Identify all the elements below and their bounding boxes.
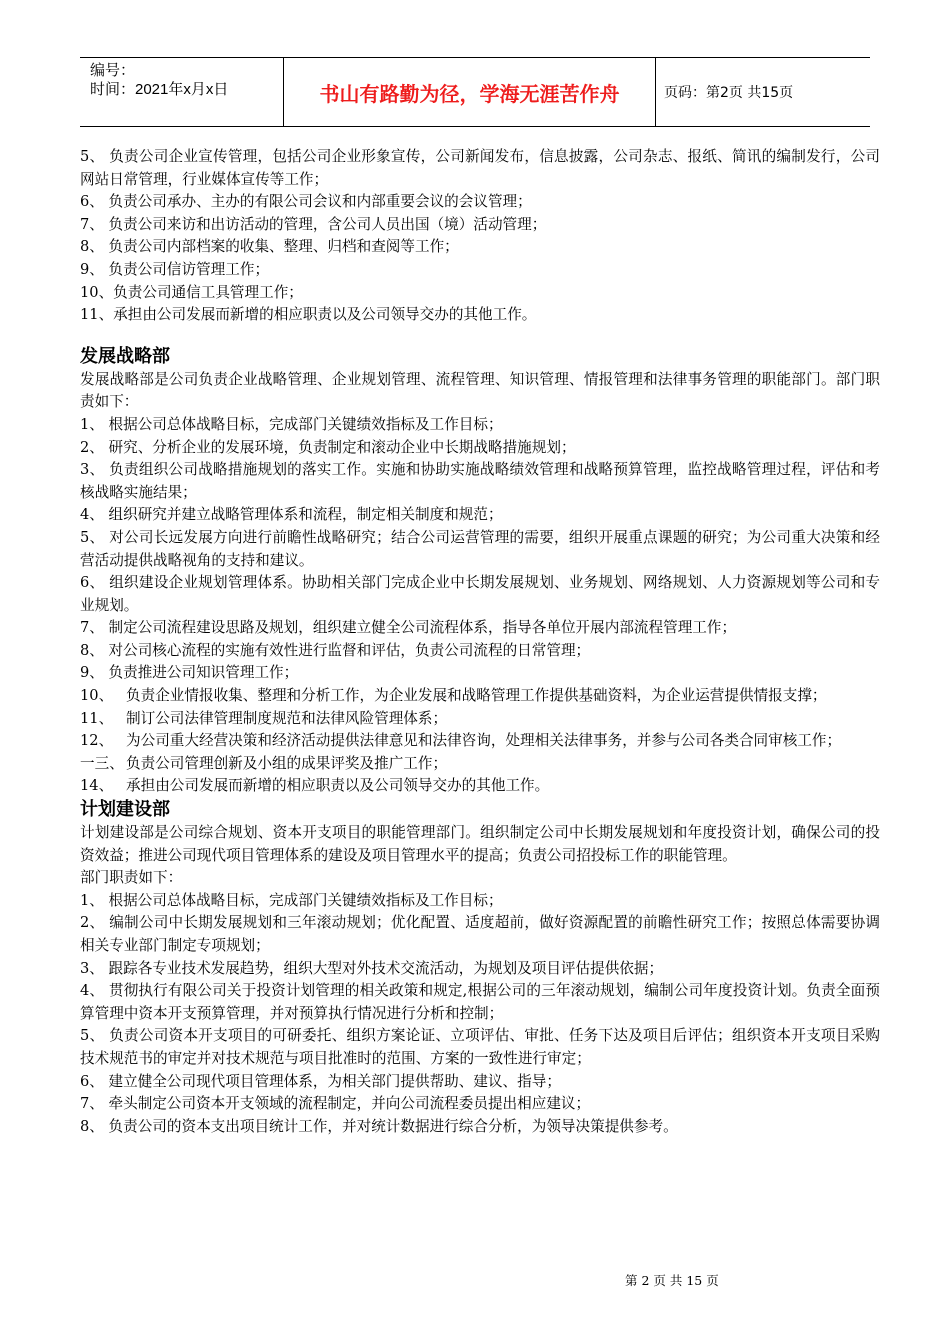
section-title: 发展战略部 xyxy=(80,345,170,367)
list-item xyxy=(80,708,880,731)
item-text: 组织研究并建立战略管理体系和流程，制定相关制度和规范； xyxy=(103,506,503,524)
document-body xyxy=(80,146,880,1138)
item-number: 14、 xyxy=(80,777,114,795)
list-item xyxy=(80,685,880,708)
list-item: 5、 负责公司资本开支项目的可研委托、组织方案论证、立项评估、审批、任务下达及项目后评估；组织资本开支项目采购技术规范书的审定并对技术规范与项目批准时的范围、方案的一致性进行审定； xyxy=(80,1027,880,1067)
item-number: 5、 xyxy=(80,528,105,546)
section-intro: 计划建设部是公司综合规划、资本开支项目的职能管理部门。组织制定公司中长期发展规划和年度投资计划，确保公司的投资效益；推进公司现代项目管理体系的建设及项目管理水平的提高；负责公司招投标工作的职能管理。 xyxy=(80,824,880,864)
item-number: 一三、 xyxy=(80,754,124,772)
item-text: 根据公司总体战略目标，完成部门关键绩效指标及工作目标； xyxy=(103,415,503,433)
list-item: 11、承担由公司发展而新增的相应职责以及公司领导交办的其他工作。 xyxy=(80,306,537,324)
list-item xyxy=(80,730,880,753)
time-label: 时间：2021年x月x日 xyxy=(90,81,229,98)
item-text: 负责组织公司战略措施规划的落实工作。实施和协助实施战略绩效管理和战略预算管理，监控战略管理过程，评估和考核战略实施结果； xyxy=(80,461,880,501)
item-number: 12、 xyxy=(80,732,114,750)
item-text: 对公司核心流程的实施有效性进行监督和评估，负责公司流程的日常管理； xyxy=(103,641,591,659)
item-number: 6、 xyxy=(80,574,105,592)
list-item xyxy=(80,527,880,572)
item-number: 11、 xyxy=(80,709,114,727)
page-header xyxy=(80,57,870,127)
list-item: 8、 负责公司的资本支出项目统计工作，并对统计数据进行综合分析，为领导决策提供参考。 xyxy=(80,1117,678,1135)
list-item xyxy=(80,775,880,798)
list-item: 3、 跟踪各专业技术发展趋势，组织大型对外技术交流活动，为规划及项目评估提供依据； xyxy=(80,959,664,977)
item-text: 承担由公司发展而新增的相应职责以及公司领导交办的其他工作。 xyxy=(126,777,550,795)
list-item: 9、 负责公司信访管理工作； xyxy=(80,260,270,278)
list-item: 6、 建立健全公司现代项目管理体系，为相关部门提供帮助、建议、指导； xyxy=(80,1072,561,1090)
list-item: 4、 贯彻执行有限公司关于投资计划管理的相关政策和规定,根据公司的三年滚动规划，编制公司年度投资计划。负责全面预算管理中资本开支预算管理，并对预算执行情况进行分析和控制； xyxy=(80,982,880,1022)
list-item xyxy=(80,504,880,527)
section-title: 计划建设部 xyxy=(80,799,170,821)
item-text: 对公司长远发展方向进行前瞻性战略研究；结合公司运营管理的需要，组织开展重点课题的研究；为公司重大决策和经营活动提供战略视角的支持和建议。 xyxy=(80,528,880,569)
list-item xyxy=(80,640,880,663)
duties-label: 部门职责如下： xyxy=(80,869,183,887)
header-motto: 书山有路勤为径，学海无涯苦作舟 xyxy=(283,58,656,126)
item-text: 制定公司流程建设思路及规划，组织建立健全公司流程体系，指导各单位开展内部流程管理工作； xyxy=(103,619,737,637)
item-text: 负责企业情报收集、整理和分析工作，为企业发展和战略管理工作提供基础资料，为企业运营提供情报支撑； xyxy=(126,687,827,705)
list-item: 10、负责公司通信工具管理工作； xyxy=(80,283,303,301)
item-text: 组织建设企业规划管理体系。协助相关部门完成企业中长期发展规划、业务规划、网络规划、人力资源规划等公司和专业规划。 xyxy=(80,574,880,614)
item-text: 研究、分析企业的发展环境，负责制定和滚动企业中长期战略措施规划； xyxy=(103,438,576,456)
list-item: 2、 编制公司中长期发展规划和三年滚动规划；优化配置、适度超前，做好资源配置的前瞻性研究工作；按照总体需要协调相关专业部门制定专项规划； xyxy=(80,914,880,954)
list-item: 7、 负责公司来访和出访活动的管理，含公司人员出国（境）活动管理； xyxy=(80,215,547,233)
item-number: 3、 xyxy=(80,461,105,479)
item-text: 负责公司管理创新及小组的成果评奖及推广工作； xyxy=(126,754,448,772)
list-item xyxy=(80,572,880,617)
item-number: 2、 xyxy=(80,438,104,456)
section-strategy xyxy=(80,345,880,798)
block1 xyxy=(80,146,880,327)
list-item xyxy=(80,414,880,437)
item-number: 9、 xyxy=(80,664,104,682)
list-item: 8、 负责公司内部档案的收集、整理、归档和查阅等工作； xyxy=(80,238,459,256)
page-footer: 第 2 页 共 15 页 xyxy=(625,1273,719,1288)
list-item xyxy=(80,459,880,504)
header-meta xyxy=(80,58,283,126)
list-item: 7、 牵头制定公司资本开支领域的流程制定，并向公司流程委员提出相应建议； xyxy=(80,1095,591,1113)
list-item: 1、 根据公司总体战略目标，完成部门关键绩效指标及工作目标； xyxy=(80,891,503,909)
item-text: 负责推进公司知识管理工作； xyxy=(103,664,299,682)
serial-label: 编号： xyxy=(90,62,136,79)
item-number: 1、 xyxy=(80,415,104,433)
list-item xyxy=(80,662,880,685)
item-text: 制订公司法律管理制度规范和法律风险管理体系； xyxy=(126,709,448,727)
item-number: 7、 xyxy=(80,619,104,637)
item-number: 4、 xyxy=(80,506,104,524)
list-item: 5、 负责公司企业宣传管理，包括公司企业形象宣传，公司新闻发布，信息披露，公司杂志、报纸、简讯的编制发行，公司网站日常管理，行业媒体宣传等工作； xyxy=(80,148,880,188)
list-item xyxy=(80,753,880,776)
list-item xyxy=(80,617,880,640)
header-page-info: 页码：第2页 共15页 xyxy=(664,85,794,101)
item-number: 10、 xyxy=(80,687,114,705)
item-number: 8、 xyxy=(80,641,104,659)
list-item xyxy=(80,437,880,460)
section-intro: 发展战略部是公司负责企业战略管理、企业规划管理、流程管理、知识管理、情报管理和法律事务管理的职能部门。部门职责如下： xyxy=(80,370,880,411)
item-text: 为公司重大经营决策和经济活动提供法律意见和法律咨询，处理相关法律事务，并参与公司各类合同审核工作； xyxy=(126,732,842,750)
section-planning xyxy=(80,798,880,1138)
list-item: 6、 负责公司承办、主办的有限公司会议和内部重要会议的会议管理； xyxy=(80,193,532,211)
